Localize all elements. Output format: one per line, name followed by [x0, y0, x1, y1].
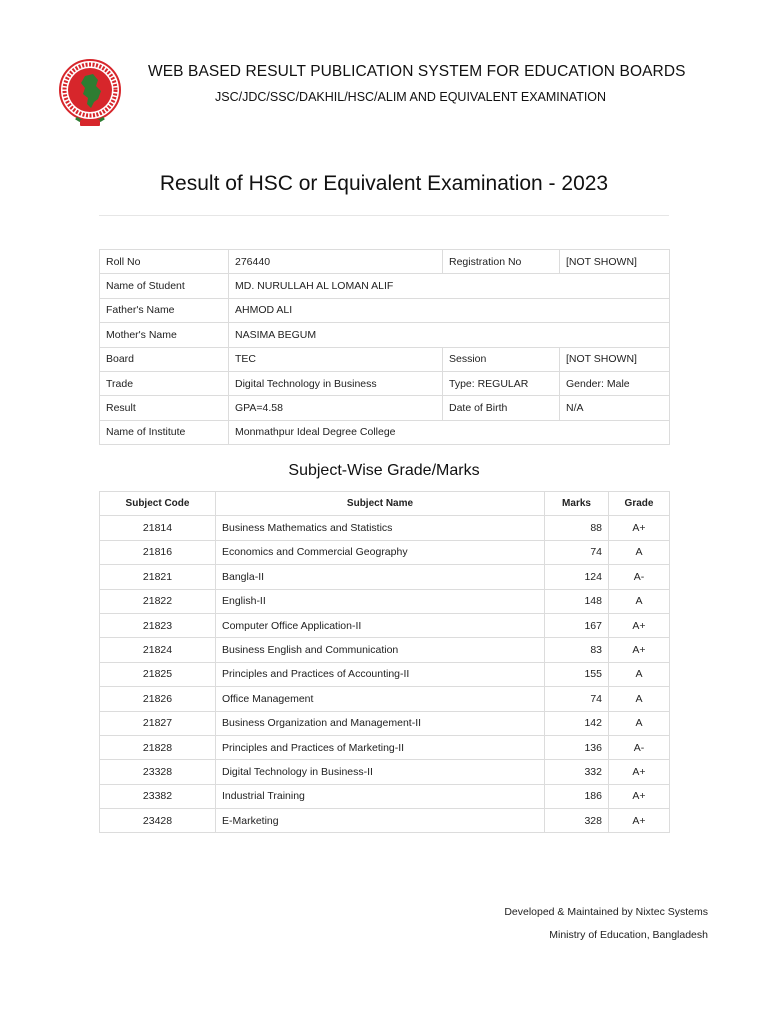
type-value: Type: REGULAR: [443, 371, 560, 395]
header-subtitle: JSC/JDC/SSC/DAKHIL/HSC/ALIM AND EQUIVALENT EXAMINATION: [215, 90, 607, 104]
subject-code-cell: 21825: [100, 662, 216, 686]
dob-value: N/A: [560, 396, 670, 420]
table-row: [100, 298, 670, 322]
marks-cell: 88: [545, 516, 609, 540]
marks-cell: 136: [545, 735, 609, 759]
table-row: [100, 250, 670, 274]
marks-cell: 167: [545, 613, 609, 637]
subject-code-cell: 23328: [100, 760, 216, 784]
header-grade: Grade: [609, 492, 670, 516]
table-row: [100, 638, 670, 662]
subject-code-cell: 21823: [100, 613, 216, 637]
result-label: Result: [100, 396, 229, 420]
footer-developer: Developed & Maintained by Nixtec Systems: [504, 906, 708, 918]
name-label: Name of Student: [100, 274, 229, 298]
subject-name-cell: Bangla-II: [216, 565, 545, 589]
government-seal-icon: [58, 58, 122, 130]
table-row: [100, 784, 670, 808]
subject-name-cell: Business English and Communication: [216, 638, 545, 662]
institute-label: Name of Institute: [100, 420, 229, 444]
grade-cell: A: [609, 662, 670, 686]
table-row: [100, 371, 670, 395]
grade-cell: A+: [609, 809, 670, 833]
subject-name-cell: Principles and Practices of Marketing-II: [216, 735, 545, 759]
marks-cell: 332: [545, 760, 609, 784]
grade-cell: A: [609, 589, 670, 613]
name-value: MD. NURULLAH AL LOMAN ALIF: [229, 274, 670, 298]
result-value: GPA=4.58: [229, 396, 443, 420]
header-subject-code: Subject Code: [100, 492, 216, 516]
table-row: [100, 516, 670, 540]
mother-value: NASIMA BEGUM: [229, 323, 670, 347]
subjects-title: Subject-Wise Grade/Marks: [288, 462, 480, 479]
grade-cell: A+: [609, 784, 670, 808]
marks-cell: 328: [545, 809, 609, 833]
dob-label: Date of Birth: [443, 396, 560, 420]
grade-cell: A+: [609, 516, 670, 540]
marks-cell: 74: [545, 540, 609, 564]
table-row: [100, 687, 670, 711]
table-row: [100, 347, 670, 371]
marks-cell: 186: [545, 784, 609, 808]
header-title: WEB BASED RESULT PUBLICATION SYSTEM FOR EDUCATION BOARDS: [148, 63, 686, 80]
grade-cell: A-: [609, 735, 670, 759]
father-label: Father's Name: [100, 298, 229, 322]
marks-cell: 83: [545, 638, 609, 662]
subject-name-cell: Business Mathematics and Statistics: [216, 516, 545, 540]
session-label: Session: [443, 347, 560, 371]
subject-name-cell: E-Marketing: [216, 809, 545, 833]
table-row: [100, 613, 670, 637]
subject-name-cell: Principles and Practices of Accounting-II: [216, 662, 545, 686]
subject-code-cell: 23382: [100, 784, 216, 808]
page-title: Result of HSC or Equivalent Examination - 2023: [159, 172, 609, 195]
subject-code-cell: 21816: [100, 540, 216, 564]
board-value: TEC: [229, 347, 443, 371]
subject-name-cell: Economics and Commercial Geography: [216, 540, 545, 564]
divider: [99, 215, 669, 216]
table-header-row: [100, 492, 670, 516]
roll-value: 276440: [229, 250, 443, 274]
grade-cell: A-: [609, 565, 670, 589]
subject-name-cell: English-II: [216, 589, 545, 613]
marks-cell: 148: [545, 589, 609, 613]
table-row: [100, 274, 670, 298]
marks-table: [99, 491, 670, 833]
session-value: [NOT SHOWN]: [560, 347, 670, 371]
marks-cell: 142: [545, 711, 609, 735]
table-row: [100, 420, 670, 444]
institute-value: Monmathpur Ideal Degree College: [229, 420, 670, 444]
roll-label: Roll No: [100, 250, 229, 274]
header-marks: Marks: [545, 492, 609, 516]
mother-label: Mother's Name: [100, 323, 229, 347]
table-row: [100, 711, 670, 735]
table-row: [100, 540, 670, 564]
subject-code-cell: 21826: [100, 687, 216, 711]
subject-name-cell: Business Organization and Management-II: [216, 711, 545, 735]
father-value: AHMOD ALI: [229, 298, 670, 322]
marks-cell: 74: [545, 687, 609, 711]
subject-code-cell: 21821: [100, 565, 216, 589]
table-row: [100, 589, 670, 613]
table-row: [100, 809, 670, 833]
table-row: [100, 565, 670, 589]
trade-label: Trade: [100, 371, 229, 395]
subject-code-cell: 21822: [100, 589, 216, 613]
grade-cell: A: [609, 711, 670, 735]
footer-ministry: Ministry of Education, Bangladesh: [549, 929, 708, 941]
grade-cell: A: [609, 540, 670, 564]
registration-value: [NOT SHOWN]: [560, 250, 670, 274]
subject-code-cell: 23428: [100, 809, 216, 833]
table-row: [100, 396, 670, 420]
header: [0, 0, 768, 140]
gender-value: Gender: Male: [560, 371, 670, 395]
grade-cell: A+: [609, 760, 670, 784]
table-row: [100, 760, 670, 784]
subject-name-cell: Computer Office Application-II: [216, 613, 545, 637]
header-subject-name: Subject Name: [216, 492, 545, 516]
trade-value: Digital Technology in Business: [229, 371, 443, 395]
grade-cell: A: [609, 687, 670, 711]
subject-code-cell: 21827: [100, 711, 216, 735]
grade-cell: A+: [609, 613, 670, 637]
table-row: [100, 735, 670, 759]
marks-table-body: [100, 516, 670, 833]
registration-label: Registration No: [443, 250, 560, 274]
subject-code-cell: 21814: [100, 516, 216, 540]
marks-cell: 124: [545, 565, 609, 589]
student-info-table: [99, 249, 670, 445]
subject-name-cell: Office Management: [216, 687, 545, 711]
subject-code-cell: 21828: [100, 735, 216, 759]
subject-code-cell: 21824: [100, 638, 216, 662]
board-label: Board: [100, 347, 229, 371]
table-row: [100, 662, 670, 686]
subject-name-cell: Digital Technology in Business-II: [216, 760, 545, 784]
subject-name-cell: Industrial Training: [216, 784, 545, 808]
marks-cell: 155: [545, 662, 609, 686]
table-row: [100, 323, 670, 347]
grade-cell: A+: [609, 638, 670, 662]
